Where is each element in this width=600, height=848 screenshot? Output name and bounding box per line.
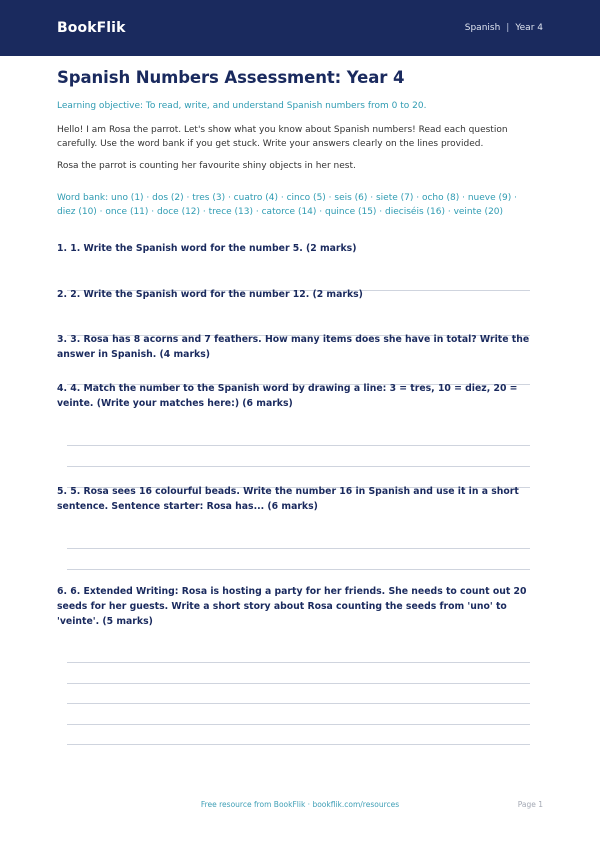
question-1 xyxy=(57,241,530,291)
intro-paragraph: Hello! I am Rosa the parrot. Let's show what you know about Spanish numbers! Read each question carefully. Use the word bank if you get stuck. Write your answers clearly on the lines provided. xyxy=(57,125,508,149)
answer-line[interactable] xyxy=(67,744,530,745)
answer-line[interactable] xyxy=(67,662,530,663)
header-meta xyxy=(465,23,543,33)
subject-label: Spanish xyxy=(464,23,501,33)
answer-line[interactable] xyxy=(67,683,530,684)
page-title: Spanish Numbers Assessment: Year 4 xyxy=(57,68,405,87)
question-text: 4. 4. Match the number to the Spanish word by drawing a line: 3 = tres, 10 = diez, 20 = veinte. (Write your matches here:) (6 marks) xyxy=(57,383,518,409)
answer-line[interactable] xyxy=(67,445,530,446)
answer-line[interactable] xyxy=(67,548,530,549)
brand-logo[interactable]: BookFlik xyxy=(57,20,126,36)
page-header xyxy=(0,0,600,56)
learning-objective: Learning objective: To read, write, and understand Spanish numbers from 0 to 20. xyxy=(57,101,427,111)
question-text: 3. 3. Rosa has 8 acorns and 7 feathers. How many items does she have in total? Write the answer in Spanish. (4 marks) xyxy=(57,334,530,360)
year-label: Year 4 xyxy=(515,23,543,33)
answer-line[interactable] xyxy=(67,724,530,725)
question-3 xyxy=(57,332,530,385)
question-text: 2. 2. Write the Spanish word for the number 12. (2 marks) xyxy=(57,289,363,300)
question-text: 5. 5. Rosa sees 16 colourful beads. Write the number 16 in Spanish and use it in a short sentence. Sentence starter: Rosa has... (6 marks) xyxy=(57,486,519,512)
question-text: 1. 1. Write the Spanish word for the number 5. (2 marks) xyxy=(57,243,357,254)
question-text: 6. 6. Extended Writing: Rosa is hosting a party for her friends. She needs to count out 20 seeds for her guests. Write a short story about Rosa counting the seeds from 'uno' to 'veinte'. (5 marks) xyxy=(57,586,527,627)
answer-line[interactable] xyxy=(67,703,530,704)
footer-credit-link[interactable]: Free resource from BookFlik · bookflik.com/resources xyxy=(200,800,400,809)
page-number: Page 1 xyxy=(517,800,543,809)
word-bank: Word bank: uno (1) · dos (2) · tres (3) · cuatro (4) · cinco (5) · seis (6) · siete (7) · ocho (8) · nueve (9) · diez (10) · once (11) · doce (12) · trece (13) · catorce (14) · quince (15) · dieciséis (16) · veinte (20) xyxy=(57,193,517,217)
question-4 xyxy=(57,381,530,488)
question-6 xyxy=(57,584,530,745)
answer-line[interactable] xyxy=(67,466,530,467)
context-paragraph: Rosa the parrot is counting her favourite shiny objects in her nest. xyxy=(57,161,356,171)
answer-line[interactable] xyxy=(67,569,530,570)
header-separator: | xyxy=(506,23,510,33)
question-5 xyxy=(57,484,530,570)
worksheet-content xyxy=(0,68,600,745)
question-2 xyxy=(57,287,530,336)
